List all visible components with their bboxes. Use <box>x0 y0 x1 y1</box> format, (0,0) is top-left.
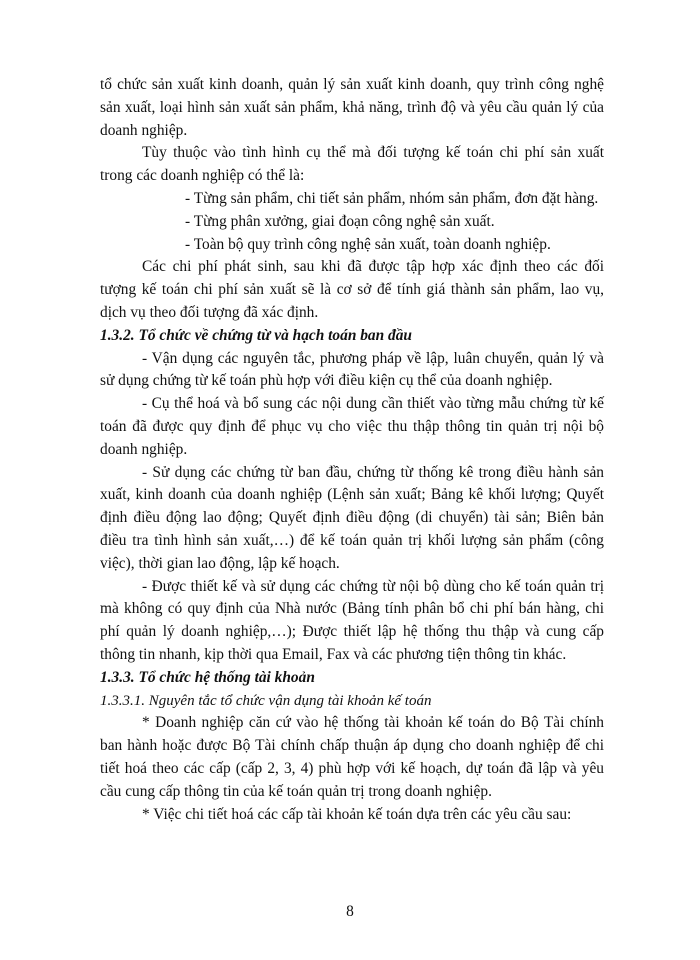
text-line: việc), thời gian lao động, lập kế hoạch. <box>100 554 340 572</box>
text-line: sản xuất, loại hình sản xuất sản phẩm, khả năng, trình độ và yêu cầu quản lý của <box>100 98 604 116</box>
text-line: Tùy thuộc vào tình hình cụ thể mà đối tượng kế toán chi phí sản xuất <box>142 144 604 162</box>
text-line: - Cụ thể hoá và bổ sung các nội dung cần thiết vào từng mẫu chứng từ kế <box>142 395 604 413</box>
text-line: mà không có quy định của Nhà nước (Bảng tính phân bổ chi phí bán hàng, chi <box>100 600 604 618</box>
text-line: điều tra tình hình sản xuất,…) để kế toán quản trị khối lượng sản phẩm (công <box>100 531 604 549</box>
text-line: sử dụng chứng từ kế toán phù hợp với điều kiện cụ thể của doanh nghiệp. <box>100 372 553 390</box>
cost-objects-list <box>100 188 604 256</box>
list-item: - Từng phân xưởng, giai đoạn công nghệ sản xuất. <box>185 212 495 230</box>
text-line: - Vận dụng các nguyên tắc, phương pháp về lập, luân chuyển, quản lý và <box>142 349 604 367</box>
paragraph-account-system <box>100 712 604 803</box>
section-heading-1-3-2: 1.3.2. Tổ chức về chứng từ và hạch toán ban đầu <box>100 326 412 344</box>
paragraph-detail-requirements <box>100 804 604 827</box>
page-number: 8 <box>346 903 354 920</box>
text-line: toán đã được quy định để phục vụ cho việc thu thập thông tin quản trị nội bộ <box>100 417 604 435</box>
text-line: tổ chức sản xuất kinh doanh, quản lý sản xuất kinh doanh, quy trình công nghệ <box>100 76 604 93</box>
paragraph-cost-objects-intro <box>100 142 604 188</box>
text-line: doanh nghiệp. <box>100 121 188 139</box>
text-line: tiết hoá theo các cấp (cấp 2, 3, 4) phù hợp với kế hoạch, dự toán đã lập và yêu <box>100 759 604 777</box>
text-line: định điều động lao động; Quyết định điều động (di chuyển) tài sản; Biên bản <box>100 509 604 527</box>
text-line: ban hành hoặc được Bộ Tài chính chấp thuận áp dụng cho doanh nghiệp để chi <box>100 737 604 755</box>
paragraph-use-documents <box>100 462 604 576</box>
text-line: trong các doanh nghiệp có thể là: <box>100 167 305 185</box>
paragraph-apply-principles <box>100 348 604 394</box>
paragraph-specify-content <box>100 393 604 461</box>
text-line: - Được thiết kế và sử dụng các chứng từ nội bộ dùng cho kế toán quản trị <box>142 577 604 595</box>
text-line: Các chi phí phát sinh, sau khi đã được tập hợp xác định theo các đối <box>142 258 604 276</box>
text-line: * Việc chi tiết hoá các cấp tài khoản kế toán dựa trên các yêu cầu sau: <box>142 805 572 823</box>
list-item: - Từng sản phẩm, chi tiết sản phẩm, nhóm sản phẩm, đơn đặt hàng. <box>185 189 599 207</box>
text-line: xuất, kinh doanh của doanh nghiệp (Lệnh sản xuất; Bảng kê khối lượng; Quyết <box>100 486 604 504</box>
paragraph-internal-documents <box>100 576 604 667</box>
paragraph-continuation <box>100 74 604 142</box>
text-line: thông tin nhanh, kịp thời qua Email, Fax và các phương tiện thông tin khác. <box>100 645 567 663</box>
paragraph-cost-basis <box>100 256 604 324</box>
section-heading-1-3-3: 1.3.3. Tổ chức hệ thống tài khoản <box>100 668 315 686</box>
subsection-heading-1-3-3-1: 1.3.3.1. Nguyên tắc tổ chức vận dụng tài khoản kế toán <box>100 692 432 709</box>
text-line: tượng kế toán chi phí sản xuất sẽ là cơ sở để tính giá thành sản phẩm, lao vụ, <box>100 281 604 299</box>
text-line: * Doanh nghiệp căn cứ vào hệ thống tài khoản kế toán do Bộ Tài chính <box>142 714 604 732</box>
list-item: - Toàn bộ quy trình công nghệ sản xuất, toàn doanh nghiệp. <box>185 235 551 253</box>
text-line: - Sử dụng các chứng từ ban đầu, chứng từ thống kê trong điều hành sản <box>142 463 604 481</box>
page-content <box>100 74 604 826</box>
text-line: doanh nghiệp. <box>100 440 188 458</box>
text-line: dịch vụ theo đối tượng đã xác định. <box>100 303 319 321</box>
text-line: cầu cung cấp thông tin của kế toán quản trị trong doanh nghiệp. <box>100 782 492 800</box>
text-line: phí quản lý doanh nghiệp,…); Được thiết lập hệ thống thu thập và cung cấp <box>100 623 604 641</box>
